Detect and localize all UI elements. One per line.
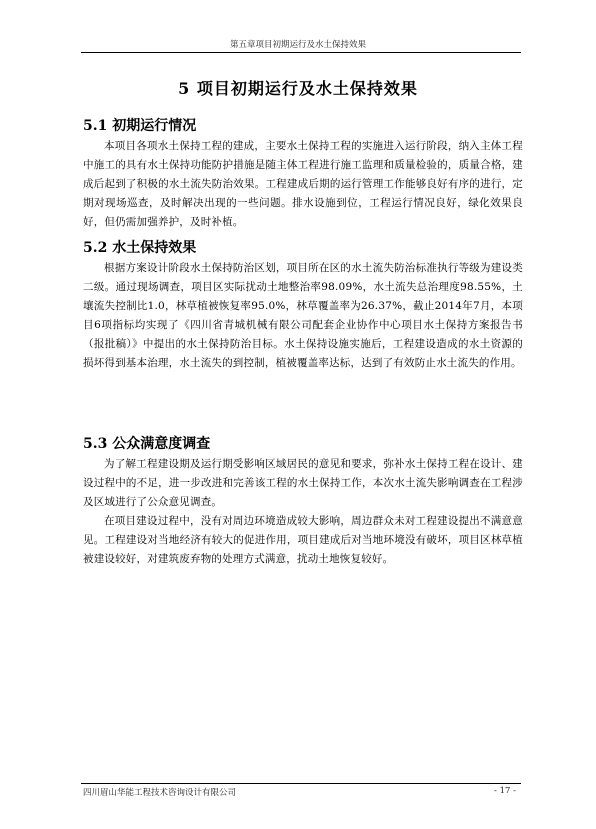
section-heading: 5.3 公众满意度调查: [83, 436, 211, 452]
running-header: 第五章项目初期运行及水土保持效果: [229, 40, 366, 50]
chapter-title: 5 项目初期运行及水土保持效果: [178, 79, 418, 98]
section-5-2: [83, 237, 523, 373]
paragraph: 在项目建设过程中，没有对周边环境造成较大影响，周边群众未对工程建设提出不满意意见。工程建设对当地经济有较大的促进作用，项目建成后对当地环境没有破坏，项目区林草植被建设较好，对建筑废弃物的处理方式满意，扰动土地恢复较好。: [83, 515, 523, 565]
footer-company: 四川眉山华能工程技术咨询设计有限公司: [83, 788, 237, 798]
footer-divider: [81, 783, 521, 784]
page-number: - 17 -: [494, 786, 516, 796]
section-5-3: [83, 433, 523, 569]
paragraph: 为了解工程建设期及运行期受影响区域居民的意见和要求，弥补水土保持工程在设计、建设过程中的不足，进一步改进和完善该工程的水土保持工作，本次水土流失影响调查在工程涉及区域进行了公众意见调查。: [83, 458, 523, 508]
section-heading: 5.1 初期运行情况: [83, 118, 197, 134]
header-divider: [81, 52, 521, 53]
paragraph: 本项目各项水土保持工程的建成，主要水土保持工程的实施进入运行阶段，纳入主体工程中施工的具有水土保持功能防护措施是随主体工程进行施工监理和质量检验的，质量合格，建成后起到了积极的水土流失防治效果。工程建成后期的运行管理工作能够良好有序的进行，定期对现场巡查，及时解决出现的一些问题。排水设施到位，工程运行情况良好，绿化效果良好，但仍需加强养护，及时补植。: [83, 140, 523, 228]
section-5-1: [83, 115, 523, 232]
section-heading: 5.2 水土保持效果: [83, 240, 197, 256]
paragraph: 根据方案设计阶段水土保持防治区划，项目所在区的水土流失防治标准执行等级为建设类二级。通过现场调查，项目区实际扰动土地整治率98.09%，水土流失总治理度98.55%，土壤流失控制比1.0，林草植被恢复率95.0%，林草覆盖率为26.37%，截止2014年7月，本项目6项指标均实现了《四川省青城机械有限公司配套企业协作中心项目水土保持方案报告书（报批稿）》中提出的水土保持防治目标。水土保持设施实施后，工程建设造成的水土资源的损坏得到基本治理，水土流失的到控制，植被覆盖率达标，达到了有效防止水土流失的作用。: [83, 262, 523, 369]
